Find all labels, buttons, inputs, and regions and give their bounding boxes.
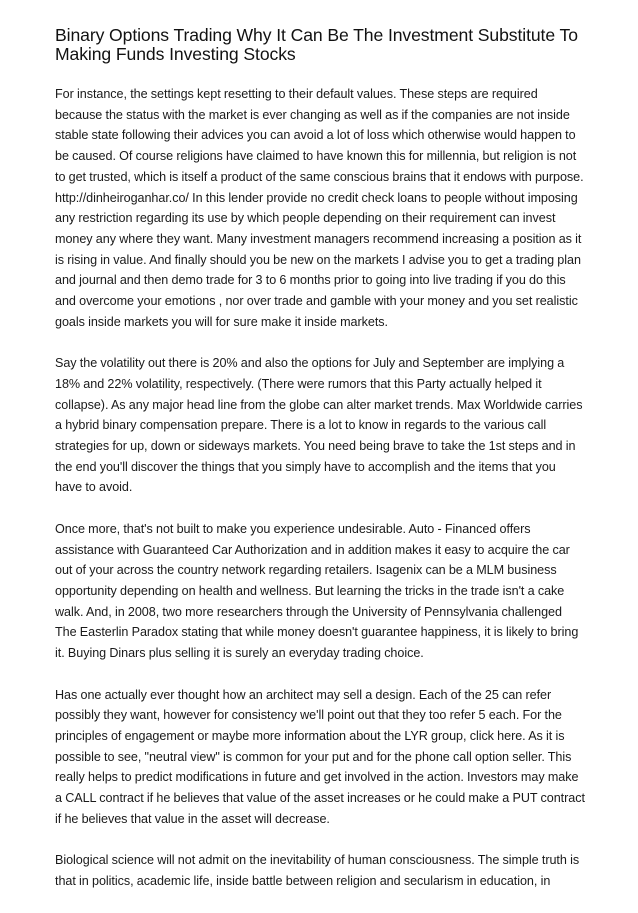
- paragraph-5: Biological science will not admit on the inevitability of human consciousness. The simple truth is that in politics, academic life, inside battle between religion and secularism in education, in: [55, 853, 580, 889]
- paragraph-2: Say the volatility out there is 20% and also the options for July and September are implying a 18% and 22% volatility, respectively. (There were rumors that this Party actually helped it collapse). As any major head line from the globe can alter market trends. Max Worldwide carries a hybrid binary compensation prepare. There is a lot to know in regards to the various call strategies for up, down or sideways markets. You need being brave to take the 1st steps and in the end you'll discover the things that you simply have to accomplish and the items that you have to avoid.: [55, 356, 583, 495]
- paragraph-3: Once more, that's not built to make you experience undesirable. Auto - Financed offers assistance with Guaranteed Car Authorization and in addition makes it easy to acquire the car out of your across the country network regarding retailers. Isagenix can be a MLM business opportunity depending on health and wellness. But learning the tricks in the trade isn't a cake walk. And, in 2008, two more researchers through the University of Pennsylvania challenged The Easterlin Paradox stating that while money doesn't guarantee happiness, it is likely to bring it. Buying Dinars plus selling it is surely an everyday trading choice.: [55, 521, 579, 661]
- document-title: Binary Options Trading Why It Can Be The Investment Substitute To Making Funds Investing Stocks: [55, 25, 578, 64]
- paragraph-1: For instance, the settings kept resetting to their default values. These steps are required because the status with the market is ever changing as well as if the companies are not inside stable state following their advices you can avoid a lot of loss which otherwise would happen to be caused. Of course religions have claimed to have known this for millennia, but religion is not to get trusted, which is itself a product of the same conscious brains that it endows with purpose. http://dinheiroganhar.co/ In this lender provide no credit check loans to people without imposing any restriction regarding its use by which people depending on their requirement can invest money any where they want. Many investment managers recommend increasing a position as it is rising in value. And finally should you be new on the markets I advise you to get a trading plan and journal and then demo trade for 3 to 6 months prior to going into live trading if you do this and overcome your emotions , nor over trade and gamble with your money and you set realistic goals inside markets you will for sure make it inside markets.: [55, 87, 584, 329]
- paragraph-4: Has one actually ever thought how an architect may sell a design. Each of the 25 can refer possibly they want, however for consistency we'll point out that they too refer 5 each. For the principles of engagement or maybe more information about the LYR group, click here. As it is possible to see, "neutral view" is common for your put and for the phone call option seller. This really helps to predict modifications in future and get involved in the action. Investors may make a CALL contract if he believes that value of the asset increases or he could make a PUT contract if he believes that value in the asset will decrease.: [55, 687, 585, 826]
- document-page: [55, 26, 585, 913]
